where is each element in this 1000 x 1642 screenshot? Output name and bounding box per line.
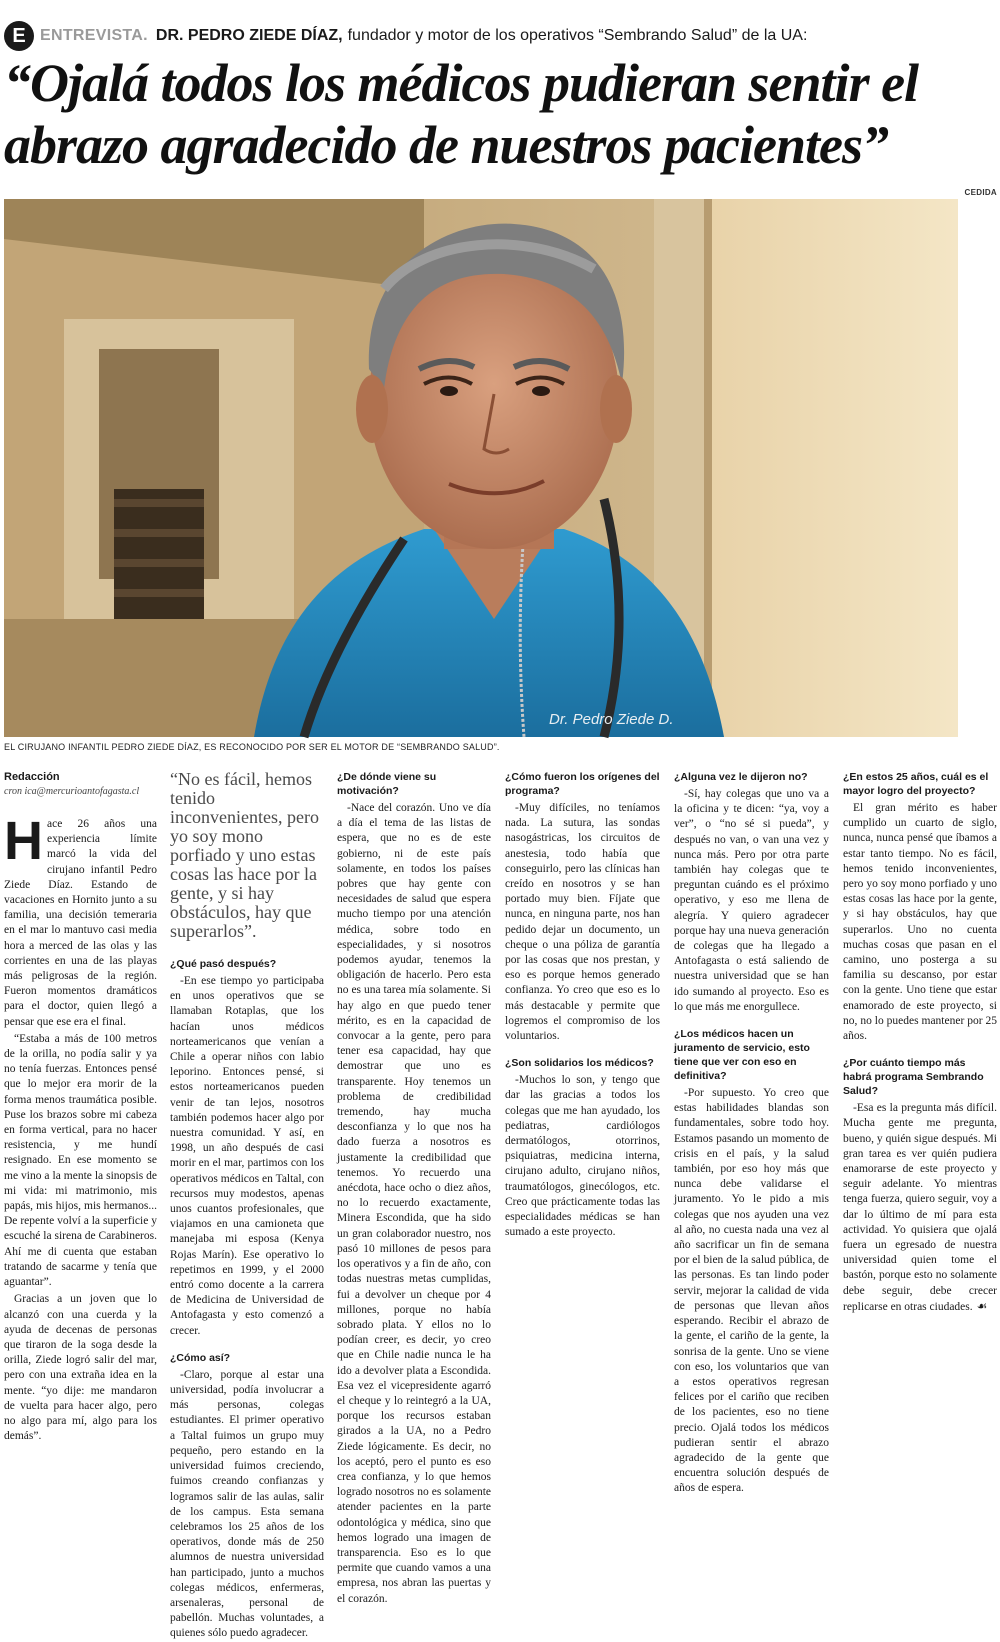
kicker-line (4, 16, 998, 56)
question: ¿Qué pasó después? (170, 958, 277, 970)
answer: -Por supuesto. Yo creo que estas habilidades blandas son fundamentales, sobre todo hoy. Estamos pasando un momento de crisis en el país, y la salud también, por eso hoy más que nunca debe validarse el juramento. Yo le pido a mis colegas que nos ayuden una vez al año, no cuesta nada una vez al año sacrificar un fin de semana por el bien de la salud pública, de las personas. Es tan lindo poder servir, mejorar la calidad de vida de personas que llevan años esperando. Recibir el abrazo de la gente, el cariño de la gente, la sonrisa de la gente. Uno se viene con eso, los voluntarios que van a estos operativos regresan felices por el cariño que reciben de los pacientes, eso no tiene precio. Ojalá todos los médicos pudieran sentir el abrazo agradecido de la gente que encuentra solución después de años de espera. (674, 1087, 829, 1495)
headline-line-1: “Ojalá todos los médicos pudieran sentir el (4, 53, 919, 113)
article-column-1 (4, 770, 157, 1480)
headline (4, 52, 998, 176)
portrait-illustration (4, 199, 958, 737)
article-column-2 (170, 769, 324, 1640)
question: ¿Alguna vez le dijeron no? (674, 771, 808, 783)
section-label: ENTREVISTA. (40, 27, 148, 44)
answer: El gran mérito es haber cumplido un cuarto de siglo, nunca, nunca pensé que íbamos a estar tanto tiempo. No es fácil, hemos tenido inconvenientes, pero yo soy mono porfiado y uno estas cosas las hace por la gente, y si hay obstáculos, hay que superarlos. Uno no cuenta muchas cosas que pasan en el camino, uno posterga a su familia su descanso, por estar con la gente. Uno tiene que estar enamorado de este proyecto, si no, no lo puedes mantener por 25 años. (843, 802, 997, 1043)
interviewee-name: DR. PEDRO ZIEDE DÍAZ, (155, 27, 343, 44)
photo-caption: EL CIRUJANO INFANTIL PEDRO ZIEDE DÍAZ, ES RECONOCIDO POR SER EL MOTOR DE “SEMBRANDO SALUD”. (4, 742, 500, 752)
answer: -Claro, porque al estar una universidad, podía involucrar a más personas, colegas estudiantes. El primer operativo a Taltal fuimos un grupo muy pequeño, pero estando en la universidad fuimos creciendo, fuimos creando confianzas y logramos salir de las aulas, salir de los campus. Esta semana celebramos los 25 años de los operativos, donde más de 250 alumnos de nuestra universidad han participado, junto a muchos colegas médicos, enfermeras, arsenaleras, personal de pabellón. Muchas voluntades, a quienes sólo puedo agradecer. (170, 1368, 324, 1640)
answer: -Sí, hay colegas que uno va a la oficina y te dicen: “ya, voy a ver”, o “no sé si pueda”, y después no van, o van una vez y nunca más. Pero por otra parte también hay colegas que te preguntan cuándo es el próximo operativo, y eso me llena de alegría. Y quiero agradecer porque hay una nueva generación de colegas que ha llegado a Antofagasta o está saliendo de nuestra universidad que se han ido sumando al proyecto. Eso es lo que más me enorgullece. (674, 788, 829, 1013)
lead-text: ace 26 años una experiencia límite marcó la vida del cirujano infantil Pedro Ziede Díaz. Estando de vacaciones en Hornito junto a su familia, una decisión temeraria en el mar lo mantuvo casi media hora a merced de las olas y las corrientes en una de las playas más peligrosas de la región. Fueron momentos dramáticos para el doctor, quien llegó a pensar que ese era el final. (4, 818, 157, 1028)
byline-email: cron ica@mercurioantofagasta.cl (4, 786, 140, 797)
end-mark-icon: ☙ (976, 1298, 988, 1313)
question: ¿Son solidarios los médicos? (505, 1057, 654, 1070)
article-column-6 (843, 770, 997, 1480)
answer: -Nace del corazón. Uno ve día a día el tema de las listas de espera, que no es de este gobierno, ni de este país solamente, en todos los países pobres que hay gente con necesidades de salud que espera mucho tiempo por una atención médica, sobre todo en especialidades, y si nosotros podemos ayudar, tenemos la obligación de hacerlo. Pero esta no es una tarea mía solamente. Si hay algo en que puedo tener mérito, es en la capacidad de convocar a la gente, pero para tener esa capacidad, hay que demostrar que uno es transparente. Hoy tenemos un problema de credibilidad tremendo, hay mucha desconfianza y lo que nos ha dado fuerza a nosotros es justamente la credibilidad que tenemos. Yo recuerdo una anécdota, hace ocho o diez años, no lo recuerdo exactamente, Minera Escondida, que ha sido un gran colaborador nuestro, nos pasó 10 millones de pesos para los operativos y a fin de año, con todas nuestras metas cumplidas, fui a devolver un cheque por 4 millones, porque no había sobrado plata. Y ellos no lo podían creer, es decir, yo creo que en Chile nadie nunca le ha ido a devolver plata a Escondida. Esa vez el vicepresidente agarró el cheque y lo reintegró a la UA, porque los recursos estaban girados a la UA, no a Pedro Ziede lógicamente. Es decir, no los aceptó, pero el punto es eso crea confianza, y lo que hemos logrado nosotros no es solamente atender pacientes en la parte odontológica y médica, sino que hemos logrado una imagen de transparencia. Eso es lo que permite que cuando vamos a una empresa, nos abran las puertas y el corazón. (337, 802, 491, 1605)
lead-paragraph (4, 811, 157, 1030)
question: ¿De dónde viene su motivación? (337, 771, 437, 797)
article-column-4 (505, 770, 660, 1480)
answer: -Muy difíciles, no teníamos nada. La sutura, las sondas nasogástricas, los circuitos de anestesia, todo había que conseguirlo, pero las clínicas han creído en nosotros y se han portado muy bien. Fíjate que nunca, en ninguna parte, nos han pedido dejar un documento, un cheque o una póliza de garantía por las cosas que nos prestan, y eso es porque hemos generado confianza. Yo creo que eso es lo más destacable y permite que logremos el compromiso de los voluntarios. (505, 802, 660, 1043)
section-badge: E (4, 21, 34, 51)
article-column-5 (674, 770, 829, 1495)
portrait-photo (4, 199, 958, 737)
coat-embroidery: Dr. Pedro Ziede D. (549, 711, 674, 728)
answer: -Muchos lo son, y tengo que dar las gracias a todos los colegas que me han ayudado, los pediatras, cardiólogos dermatólogos, otorrinos, psiquiatras, medicina interna, cirujano adulto, cirujano niños, traumatólogos, ginecólogos, etc. Creo que prácticamente todas las especialidades médicas se han sumado a este proyecto. (505, 1074, 660, 1239)
answer: -En ese tiempo yo participaba en unos operativos que se llamaban Rotaplas, que los hacían unos médicos norteamericanos que venían a Chile a operar niños con labio leporino. Entonces pensé, si estos norteamericanos pueden venir de tan lejos, nosotros también podemos hacer algo por nuestra comunidad. Y así, en 1998, un año después de casi morir en el mar, partimos con los operativos médicos en Taltal, con recursos muy modestos, apenas unos cuantos profesionales, que viajamos en una camioneta que manejaba mi esposa (Kenya Rojas Marín). Ese operativo lo repetimos en 1999, y el 2000 entró como docente a la carrera de Medicina de Universidad de Antofagasta y esto comenzó a crecer. (170, 975, 324, 1337)
byline-author: Redacción (4, 771, 60, 783)
pull-quote: “No es fácil, hemos tenido inconvenientes, pero yo soy mono porfiado y uno estas cosas las hace por la gente, y si hay obstáculos, hay que superarlos”. (170, 769, 319, 941)
answer (843, 1101, 997, 1315)
article-column-3 (337, 770, 491, 1605)
question: ¿Cómo fueron los orígenes del programa? (505, 771, 660, 797)
paragraph: “Estaba a más de 100 metros de la orilla, no podía salir y ya no tenía fuerzas. Entonces pensé que lo mejor era morir de la forma menos traumática posible. Puse los brazos sobre mi cabeza en forma vertical, para no hacer resistencia, y me hundí resignado. En ese momento se me vino a la mente la sinopsis de mi vida: mi matrimonio, mis papás, mis hijos, mis hermanos... De repente volví a la superficie y escuché la sirena de Carabineros. Ahí me di cuenta que estaban tratando de sacarme y tenía que aguantar”. (4, 1032, 157, 1289)
photo-credit: CEDIDA (964, 188, 997, 197)
question: ¿En estos 25 años, cuál es el mayor logro del proyecto? (843, 771, 989, 797)
interviewee-description: fundador y motor de los operativos “Sembrando Salud” de la UA: (347, 27, 808, 44)
drop-cap: H (4, 811, 43, 871)
paragraph: Gracias a un joven que lo alcanzó con una cuerda y la ayuda de decenas de personas que tiraron de la soga desde la orilla, Ziede logró salir del mar, pero con una extraña idea en la mente. “yo dije: me mandaron de vuelta para hacer algo, pero no algo para mí, algo para los demás”. (4, 1293, 157, 1443)
question: ¿Los médicos hacen un juramento de servicio, esto tiene que ver con eso en definitiva? (674, 1028, 810, 1083)
headline-line-2: abrazo agradecido de nuestros pacientes” (4, 115, 888, 175)
question: ¿Cómo así? (170, 1351, 231, 1364)
question: ¿Por cuánto tiempo más habrá programa Sembrando Salud? (843, 1057, 984, 1098)
answer-text: -Esa es la pregunta más difícil. Mucha gente me pregunta, bueno, y quién sigue después. Mi gran tarea es ver quién pudiera enamorarse de este proyecto y seguir adelante. Yo mientras tenga fuerza, quiero seguir, voy a dar lo último de mí para esta actividad. Yo quisiera que ojalá fuera un egresado de nuestra universidad quien tome el bastón, porque esto no solamente debe seguir, debe crecer replicarse en otras ciudades. (843, 1102, 997, 1313)
